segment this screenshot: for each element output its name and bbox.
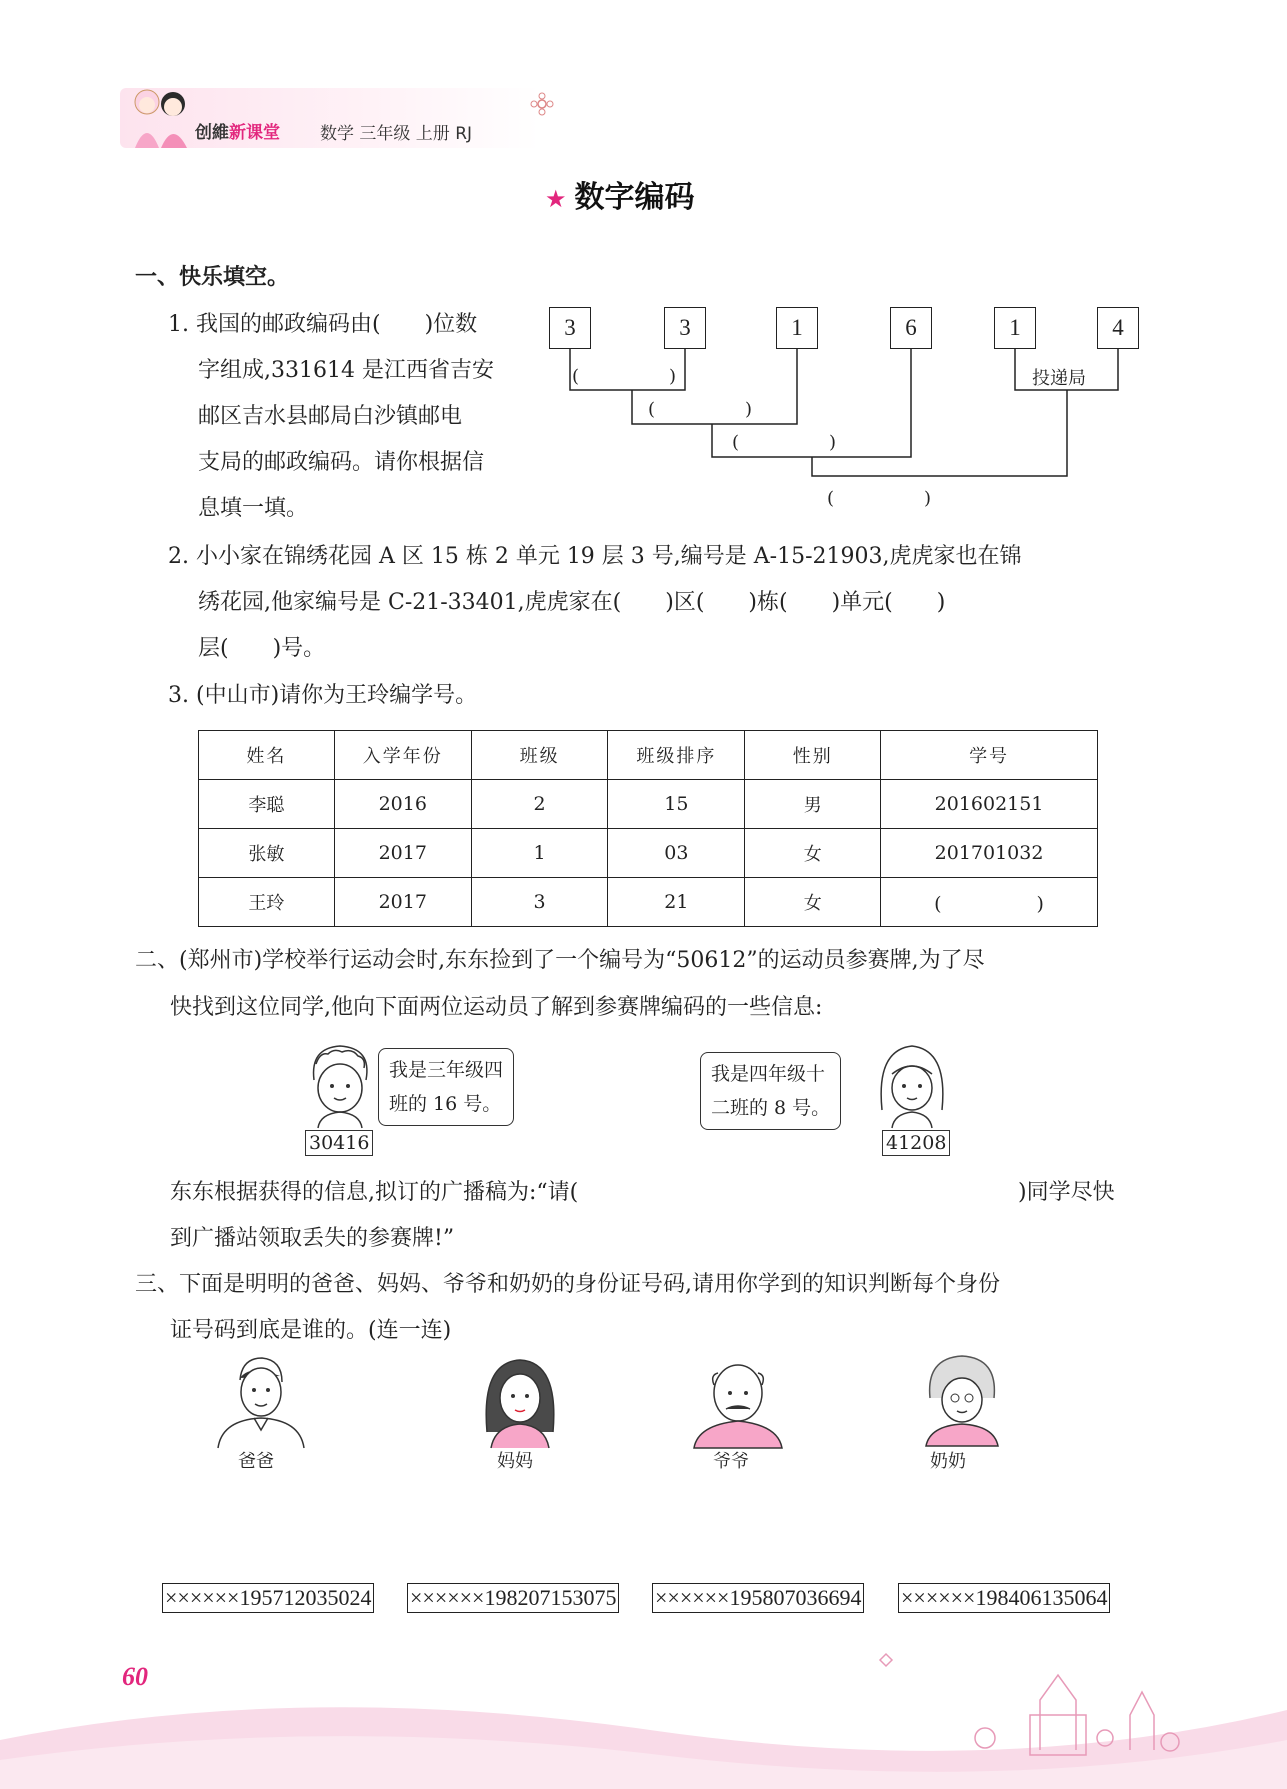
q2-line: 2. 小小家在锦绣花园 A 区 15 栋 2 单元 19 层 3 号,编号是 A-15-21903,虎虎家也在锦 (168, 544, 1022, 569)
mother-icon (475, 1350, 565, 1450)
table-cell: 女 (745, 829, 881, 878)
id-number-box[interactable]: ××××××195712035024 (162, 1583, 374, 1613)
table-header-cell: 姓名 (199, 731, 335, 780)
q1-line: 支局的邮政编码。请你根据信 (198, 450, 485, 475)
boy-speech-bubble (378, 1048, 514, 1126)
header-book-info: 数学 三年级 上册 RJ (320, 124, 473, 144)
section3-line: 三、下面是明明的爸爸、妈妈、爷爷和奶奶的身份证号码,请用你学到的知识判断每个身份 (135, 1272, 1000, 1297)
footer-wave-decoration (0, 1620, 1287, 1789)
table-cell: 2016 (334, 780, 471, 829)
table-cell: 1 (471, 829, 608, 878)
q1-line: 息填一填。 (198, 496, 309, 521)
father-icon (210, 1350, 310, 1450)
postal-digit-box: 1 (994, 307, 1036, 349)
section3-line: 证号码到底是谁的。(连一连) (170, 1318, 452, 1343)
table-cell: 张敏 (199, 829, 335, 878)
table-header-cell: 班级 (471, 731, 608, 780)
section2-answer-line: 到广播站领取丢失的参赛牌!” (170, 1226, 455, 1251)
father-label: 爸爸 (238, 1451, 274, 1472)
postal-blank-2[interactable]: ( ) (648, 399, 753, 420)
table-cell: 男 (745, 780, 881, 829)
id-number-box[interactable]: ××××××198406135064 (898, 1583, 1110, 1613)
page-number: 60 (122, 1662, 148, 1691)
q1-line: 邮区吉水县邮局白沙镇邮电 (198, 404, 463, 429)
table-cell: 15 (608, 780, 745, 829)
table-header-row (199, 731, 1098, 780)
q1-line: 1. 我国的邮政编码由( )位数 (168, 312, 478, 337)
q2-line: 绣花园,他家编号是 C-21-33401,虎虎家在( )区( )栋( )单元( ) (198, 590, 946, 615)
student-number-table (198, 730, 1098, 927)
cartoon-girls-icon (125, 80, 195, 152)
grandfather-icon (688, 1355, 788, 1450)
table-cell: 3 (471, 878, 608, 927)
girl-badge-number: 41208 (882, 1130, 950, 1156)
section2-answer-prefix: 东东根据获得的信息,拟订的广播稿为:“请( (170, 1180, 579, 1205)
grandmother-icon (912, 1348, 1012, 1448)
table-header-cell: 班级排序 (608, 731, 745, 780)
boy-athlete-icon (300, 1040, 380, 1130)
q2-line: 层( )号。 (198, 636, 326, 661)
grandfather-label: 爷爷 (713, 1451, 749, 1472)
table-cell: 03 (608, 829, 745, 878)
postal-digit-box: 4 (1097, 307, 1139, 349)
table-cell: 2 (471, 780, 608, 829)
table-row (199, 780, 1098, 829)
table-cell: 21 (608, 878, 745, 927)
postal-blank-1[interactable]: ( ) (572, 366, 677, 387)
star-icon: ★ (545, 185, 567, 213)
speech-text: 班的 16 号。 (389, 1093, 502, 1115)
mother-label: 妈妈 (497, 1451, 533, 1472)
table-header-cell: 性别 (745, 731, 881, 780)
table-cell: 2017 (334, 829, 471, 878)
table-row (199, 829, 1098, 878)
table-row (199, 878, 1098, 927)
section2-line: 二、(郑州市)学校举行运动会时,东东捡到了一个编号为“50612”的运动员参赛牌,为了尽 (135, 948, 985, 973)
grandmother-label: 奶奶 (930, 1451, 966, 1472)
q3-prompt: 3. (中山市)请你为王玲编学号。 (168, 683, 478, 708)
postal-blank-3[interactable]: ( ) (732, 432, 837, 453)
table-cell: 女 (745, 878, 881, 927)
section1-heading: 一、快乐填空。 (135, 265, 290, 290)
girl-speech-bubble (700, 1052, 841, 1130)
flower-icon (530, 92, 554, 116)
girl-athlete-icon (872, 1040, 952, 1130)
header-brand: 创維新课堂 (195, 123, 280, 143)
postal-digit-box: 3 (664, 307, 706, 349)
table-cell: 王玲 (199, 878, 335, 927)
q1-line: 字组成,331614 是江西省吉安 (198, 358, 494, 383)
section2-line: 快找到这位同学,他向下面两位运动员了解到参赛牌编码的一些信息: (170, 995, 823, 1020)
student-number-answer-blank[interactable]: ( ) (881, 878, 1098, 927)
speech-text: 二班的 8 号。 (711, 1097, 831, 1119)
boy-badge-number: 30416 (305, 1130, 373, 1156)
postal-digit-box: 6 (890, 307, 932, 349)
postal-blank-4[interactable]: ( ) (827, 488, 932, 509)
delivery-office-label: 投递局 (1032, 368, 1086, 389)
table-header-cell: 入学年份 (334, 731, 471, 780)
table-header-cell: 学号 (881, 731, 1098, 780)
page-title: ★ 数字编码 (545, 180, 695, 215)
id-number-box[interactable]: ××××××195807036694 (652, 1583, 864, 1613)
table-cell: 201701032 (881, 829, 1098, 878)
speech-text: 我是三年级四 (389, 1059, 504, 1081)
section2-answer-suffix: )同学尽快 (1018, 1180, 1115, 1205)
table-cell: 201602151 (881, 780, 1098, 829)
speech-text: 我是四年级十 (711, 1063, 826, 1085)
table-cell: 2017 (334, 878, 471, 927)
table-cell: 李聪 (199, 780, 335, 829)
postal-digit-box: 3 (549, 307, 591, 349)
postal-digit-box: 1 (776, 307, 818, 349)
id-number-box[interactable]: ××××××198207153075 (407, 1583, 619, 1613)
